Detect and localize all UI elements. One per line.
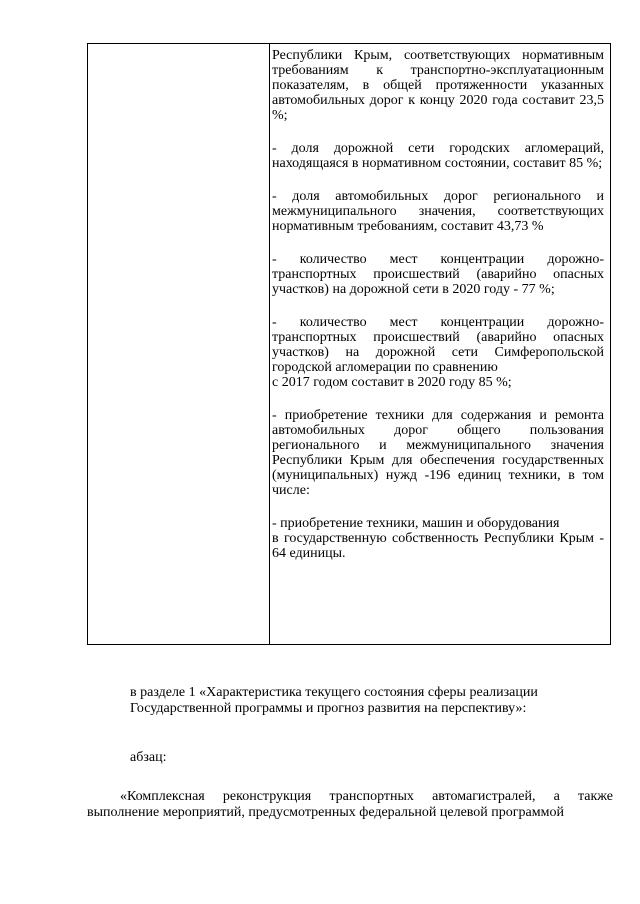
- table-column-divider: [269, 44, 270, 644]
- indicator-paragraph: - доля автомобильных дорог регионального и межмуниципального значения, соответствующих нормативным требованиям, составит 43,73 %: [272, 189, 604, 234]
- table-right-cell: [272, 48, 604, 561]
- quote-paragraph: «Комплексная реконструкция транспортных автомагистралей, а также выполнение мероприятий, предусмотренных федеральной целевой программой: [87, 789, 613, 820]
- abzac-label: абзац:: [130, 750, 167, 765]
- indicator-paragraph: - приобретение техники, машин и оборудования в государственную собственность Республики Крым - 64 единицы.: [272, 516, 604, 561]
- indicator-paragraph: - приобретение техники для содержания и ремонта автомобильных дорог общего пользования регионального и межмуниципального значения Республики Крым для обеспечения государственных (муниципальных) нужд -196 единиц техники, в том числе:: [272, 408, 604, 498]
- indicator-paragraph: Республики Крым, соответствующих нормативным требованиям к транспортно-эксплуатационным показателям, в общей протяженности указанных автомобильных дорог к концу 2020 года составит 23,5 %;: [272, 48, 604, 123]
- section-intro-text: в разделе 1 «Характеристика текущего состояния сферы реализации Государственной программы и прогноз развития на перспективу»:: [130, 685, 538, 716]
- indicators-table: [87, 43, 611, 645]
- indicator-paragraph: - количество мест концентрации дорожно-транспортных происшествий (аварийно опасных участков) на дорожной сети в 2020 году - 77 %;: [272, 252, 604, 297]
- indicator-paragraph: - доля дорожной сети городских агломераций, находящаяся в нормативном состоянии, составит 85 %;: [272, 141, 604, 171]
- indicator-paragraph: - количество мест концентрации дорожно-транспортных происшествий (аварийно опасных участков) на дорожной сети Симферопольской городской агломерации по сравнению с 2017 годом составит в 2020 году 85 %;: [272, 315, 604, 390]
